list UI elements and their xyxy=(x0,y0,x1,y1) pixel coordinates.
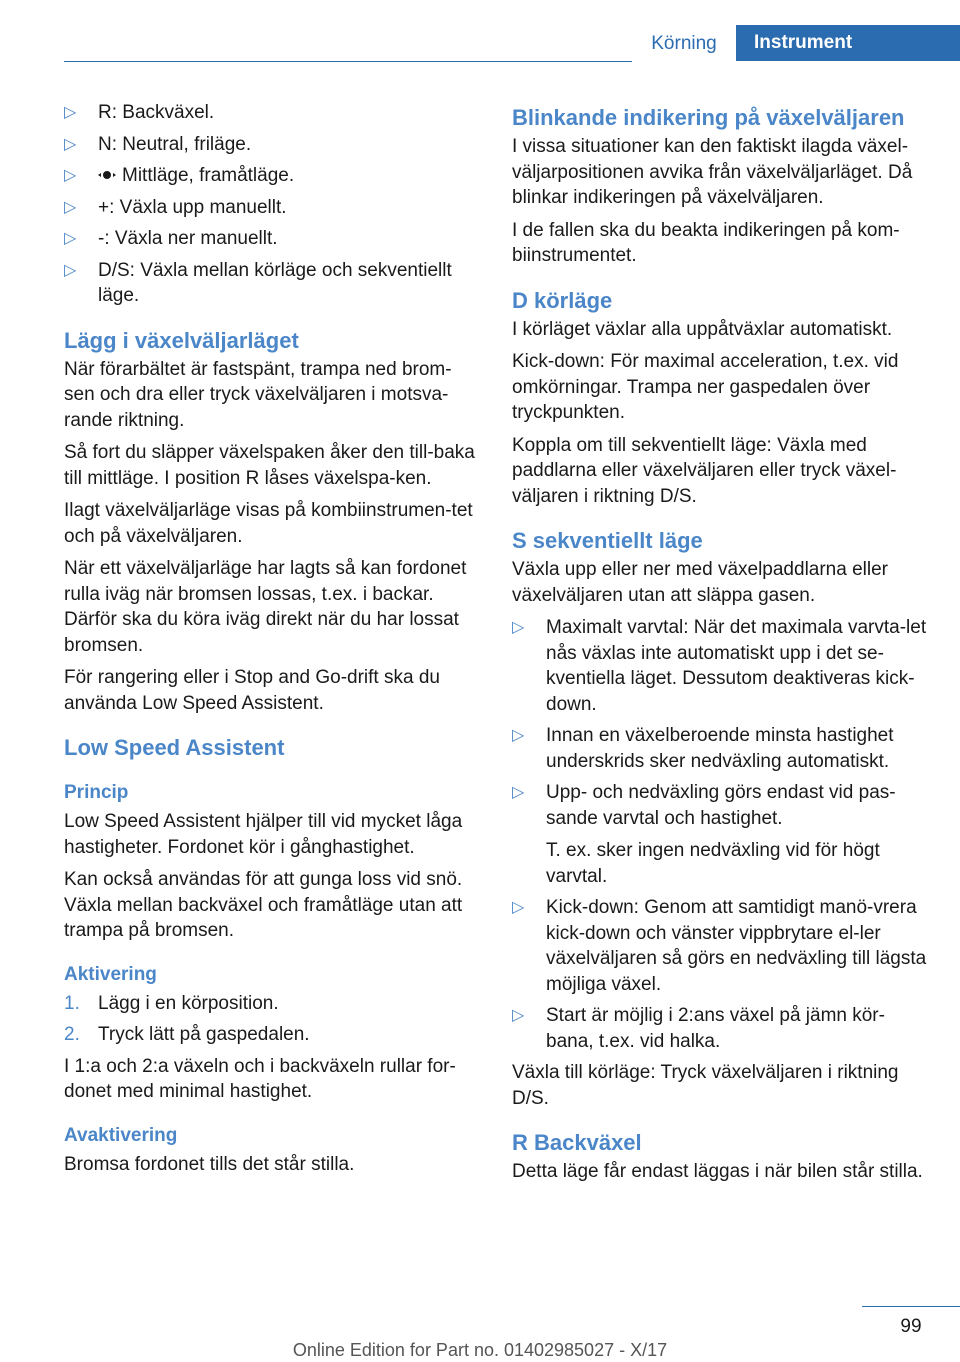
paragraph: Kan också användas för att gunga loss vid snö. Växla mellan backväxel och framåtläge utan att trampa på bromsen. xyxy=(64,869,463,941)
paragraph: I körläget växlar alla uppåtväxlar automatiskt. xyxy=(512,318,893,340)
paragraph: I vissa situationer kan den faktiskt ilagda växel-väljarpositionen avvika från växelväljarläget. Då blinkar indikeringen på växelväljaren. xyxy=(512,136,913,208)
right-column xyxy=(512,100,930,1192)
heading-d-korlage: D körläge xyxy=(512,287,613,313)
triangle-bullet-icon: ▷ xyxy=(64,261,77,279)
list-item: ▷ +: Växla upp manuellt. xyxy=(64,195,482,221)
heading-lagg-i: Lägg i växelväljarläget xyxy=(64,327,299,353)
heading-princip: Princip xyxy=(64,782,129,803)
paragraph: Kick-down: För maximal acceleration, t.ex. vid omkörningar. Trampa ner gaspedalen över tryckpunkten. xyxy=(512,351,899,423)
triangle-bullet-icon: ▷ xyxy=(64,230,77,247)
list-item-note: T. ex. sker ingen nedväxling vid för högt varvtal. xyxy=(546,840,880,887)
triangle-bullet-icon: ▷ xyxy=(512,899,525,916)
list-item: ▷ Mittläge, framåtläge. xyxy=(64,163,482,189)
heading-aktivering: Aktivering xyxy=(64,963,157,985)
sequential-mode-list xyxy=(512,615,930,1054)
triangle-bullet-icon: ▷ xyxy=(64,104,77,121)
heading-r-backvaxel: R Backväxel xyxy=(512,1130,642,1155)
activation-steps xyxy=(64,991,482,1048)
paragraph: Växla upp eller ner med växelpaddlarna eller växelväljaren utan att släppa gasen. xyxy=(512,559,889,606)
list-item: ▷ Upp- och nedväxling görs endast vid pas-sande varvtal och hastighet. T. ex. sker ingen nedväxling vid för högt varvtal. xyxy=(512,780,930,889)
triangle-bullet-icon: ▷ xyxy=(512,1007,525,1024)
list-item: ▷ Kick-down: Genom att samtidigt manö-vrera kick-down och vänster vippbrytare el-ler växelväljaren så görs en nedväxling till lägsta möjliga växel. xyxy=(512,897,927,995)
triangle-bullet-icon: ▷ xyxy=(512,727,525,744)
header-rule xyxy=(64,61,632,62)
paragraph: Så fort du släpper växelspaken åker den till-baka till mittläge. I position R låses växelspa-ken. xyxy=(64,442,475,489)
heading-low-speed: Low Speed Assistent xyxy=(64,735,285,760)
triangle-bullet-icon: ▷ xyxy=(512,784,525,801)
edition-note: Online Edition for Part no. 01402985027 - X/17 xyxy=(292,1340,668,1360)
heading-blinkande: Blinkande indikering på växelväljaren xyxy=(512,105,905,130)
paragraph: I 1:a och 2:a växeln och i backväxeln rullar for-donet med minimal hastighet. xyxy=(64,1055,456,1102)
paragraph: Detta läge får endast läggas i när bilen står stilla. xyxy=(512,1161,923,1182)
header-section: Körning xyxy=(651,33,717,54)
triangle-bullet-icon: ▷ xyxy=(64,135,77,153)
paragraph: Bromsa fordonet tills det står stilla. xyxy=(64,1153,355,1175)
paragraph: Växla till körläge: Tryck växelväljaren i riktning D/S. xyxy=(512,1062,899,1109)
list-item: ▷ R: Backväxel. xyxy=(64,100,482,126)
center-position-icon xyxy=(98,168,116,182)
list-item: ▷ D/S: Växla mellan körläge och sekventiellt läge. xyxy=(64,259,452,306)
paragraph: Koppla om till sekventiellt läge: Växla med paddlarna eller växelväljaren eller tryck växel-väljaren i riktning D/S. xyxy=(512,434,897,507)
paragraph: Low Speed Assistent hjälper till vid mycket låga hastigheter. Fordonet kör i gånghastighet. xyxy=(64,811,463,858)
header-chapter: Instrument xyxy=(736,25,960,61)
paragraph: När förarbältet är fastspänt, trampa ned brom-sen och dra eller tryck växelväljaren i motsva-rande riktning. xyxy=(64,358,452,431)
list-item: ▷ Innan en växelberoende minsta hastighet underskrids sker nedväxling automatiskt. xyxy=(512,725,894,772)
list-item: ▷ -: Växla ner manuellt. xyxy=(64,226,482,252)
heading-s-sekventiellt: S sekventiellt läge xyxy=(512,528,703,553)
list-item: ▷ Maximalt varvtal: När det maximala varvta-let nås växlas inte automatiskt upp i det se-kventiella läget. Dessutom deaktiveras kick-down. xyxy=(512,617,927,715)
triangle-bullet-icon: ▷ xyxy=(64,198,77,216)
heading-avaktivering: Avaktivering xyxy=(64,1124,178,1146)
footer-rule xyxy=(862,1306,960,1307)
paragraph: Ilagt växelväljarläge visas på kombiinstrumen-tet och på växelväljaren. xyxy=(64,500,473,547)
list-item: 2. Tryck lätt på gaspedalen. xyxy=(64,1024,310,1045)
list-item: ▷ N: Neutral, friläge. xyxy=(64,132,482,158)
triangle-bullet-icon: ▷ xyxy=(512,619,525,636)
list-item: 1. Lägg i en körposition. xyxy=(64,992,279,1014)
page-number: 99 xyxy=(900,1316,922,1337)
left-column xyxy=(64,100,482,1184)
paragraph: För rangering eller i Stop and Go-drift ska du använda Low Speed Assistent. xyxy=(64,667,440,714)
list-item: ▷ Start är möjlig i 2:ans växel på jämn kör-bana, t.ex. vid halka. xyxy=(512,1005,885,1052)
paragraph: När ett växelväljarläge har lagts så kan fordonet rulla iväg när bromsen lossas, t.ex. i backar. Därför ska du köra iväg direkt när du har lossat bromsen. xyxy=(64,558,467,656)
paragraph: I de fallen ska du beakta indikeringen på kom-biinstrumentet. xyxy=(512,219,900,266)
gear-position-list xyxy=(64,100,482,309)
triangle-bullet-icon: ▷ xyxy=(64,167,77,184)
